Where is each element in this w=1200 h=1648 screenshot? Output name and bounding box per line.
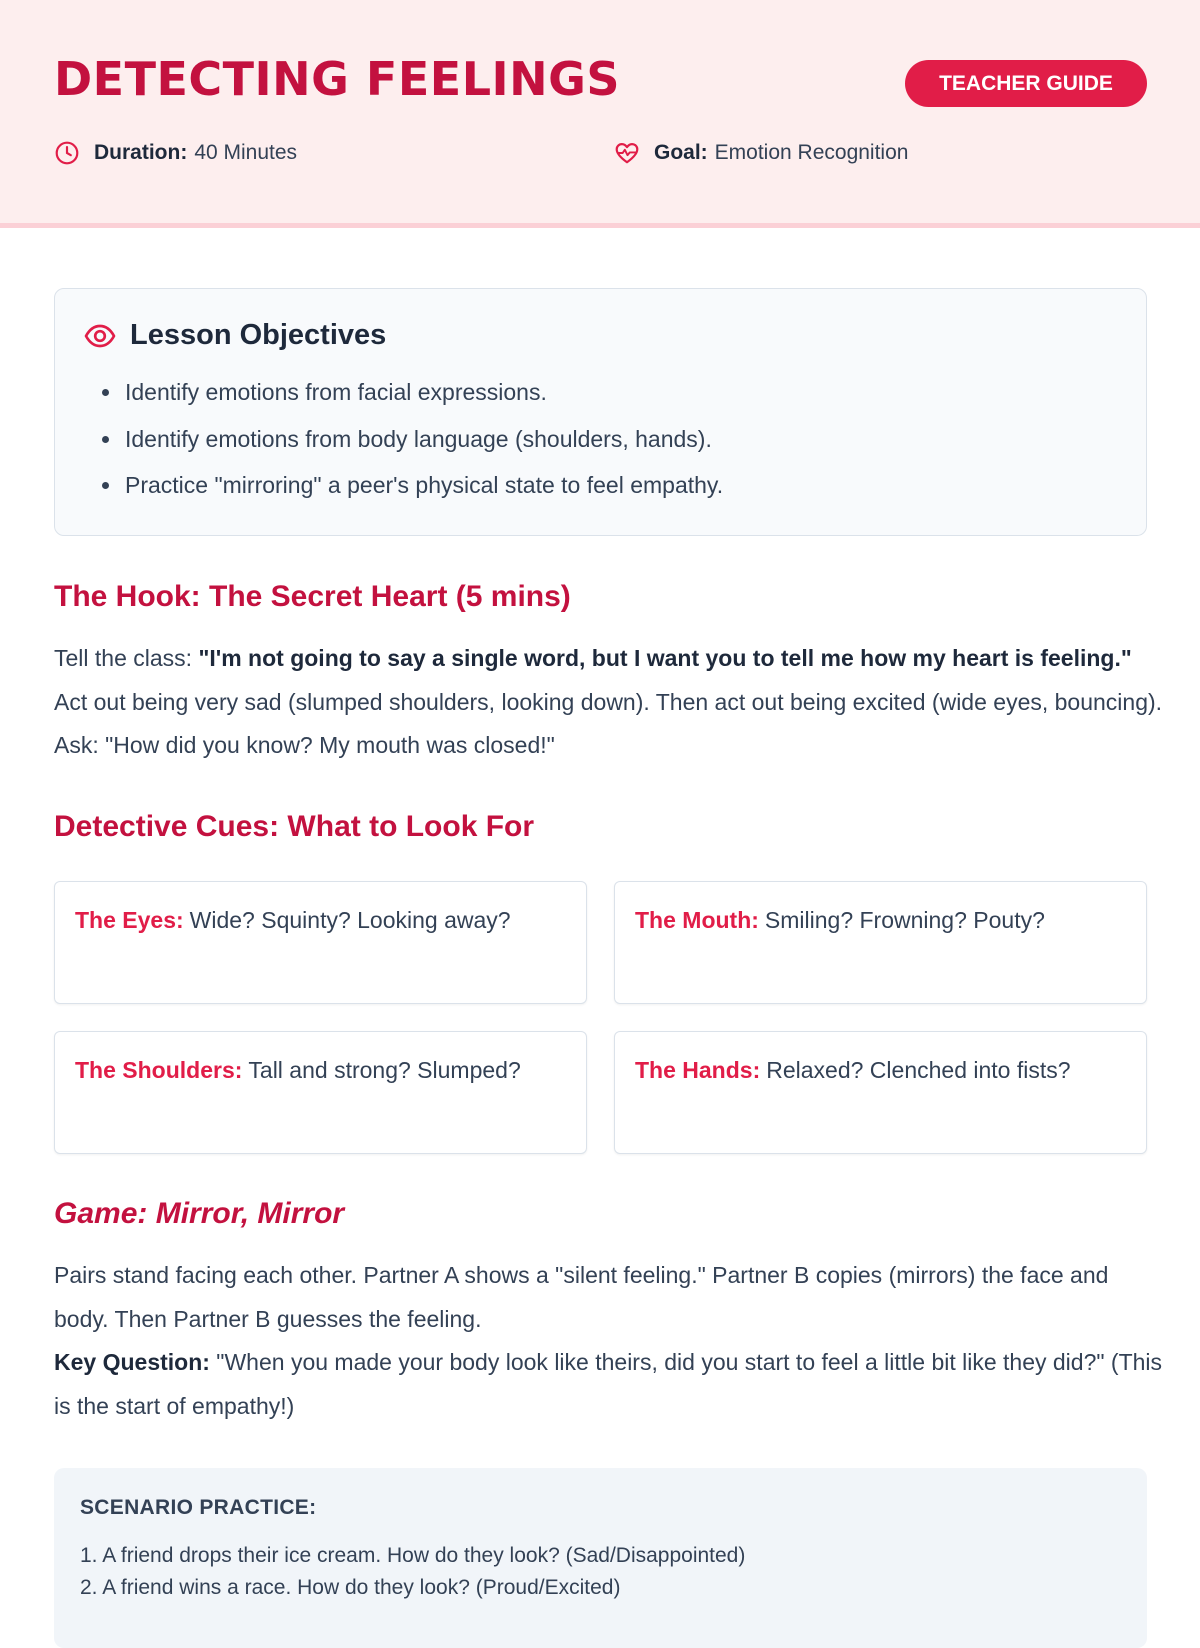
scenario-practice-box (54, 1468, 1147, 1648)
cue-text: Smiling? Frowning? Pouty? (764, 907, 1045, 933)
objective-item: • Identify emotions from body language (shoulders, hands). (123, 416, 723, 463)
objective-item: • Identify emotions from facial expressions. (123, 369, 723, 416)
eye-icon (84, 320, 116, 352)
teacher-guide-badge: TEACHER GUIDE (905, 60, 1147, 107)
lesson-objectives-card (54, 288, 1147, 536)
objectives-heading (84, 319, 386, 352)
duration-meta (54, 140, 297, 166)
objective-item: • Practice "mirroring" a peer's physical state to feel empathy. (123, 462, 723, 509)
scenario-title: SCENARIO PRACTICE: (80, 1496, 317, 1519)
key-question (54, 1341, 1164, 1428)
hook-rest: Act out being very sad (slumped shoulders, looking down). Then act out being excited (wide eyes, bouncing). Ask: "How did you know? My mouth was closed!" (54, 688, 1163, 758)
page-title: DETECTING FEELINGS (54, 52, 621, 106)
key-question-text: "When you made your body look like theirs, did you start to feel a little bit like they did?" (This is the start of empathy!) (54, 1349, 1163, 1419)
cue-label: The Shoulders: (75, 1057, 243, 1083)
clock-icon (54, 140, 80, 166)
hook-intro: Tell the class: (54, 645, 199, 671)
heart-icon (614, 140, 640, 166)
cue-text: Wide? Squinty? Looking away? (189, 907, 511, 933)
cue-card-mouth (614, 881, 1147, 1004)
objectives-title: Lesson Objectives (130, 319, 387, 351)
cue-label: The Eyes: (75, 907, 184, 933)
duration-value: 40 Minutes (194, 141, 298, 164)
cue-label: The Hands: (635, 1057, 761, 1083)
goal-label: Goal: (654, 141, 708, 164)
goal-meta (614, 140, 908, 166)
hook-title: The Hook: The Secret Heart (5 mins) (54, 580, 571, 613)
game-paragraph: Pairs stand facing each other. Partner A shows a "silent feeling." Partner B copies (mirrors) the face and body. Then Partner B guesses the feeling. (54, 1262, 1109, 1332)
hook-quote: "I'm not going to say a single word, but I want you to tell me how my heart is feeling." (198, 645, 1132, 671)
page-header (0, 0, 1200, 228)
key-question-label: Key Question: (54, 1349, 210, 1375)
cue-text: Relaxed? Clenched into fists? (766, 1057, 1071, 1083)
game-title: Game: Mirror, Mirror (54, 1197, 345, 1230)
cue-card-eyes (54, 881, 587, 1004)
cue-card-hands (614, 1031, 1147, 1154)
cue-text: Tall and strong? Slumped? (248, 1057, 521, 1083)
cue-card-shoulders (54, 1031, 587, 1154)
scenario-list (80, 1540, 745, 1604)
scenario-item: 2. A friend wins a race. How do they look? (Proud/Excited) (80, 1576, 621, 1599)
goal-value: Emotion Recognition (714, 141, 909, 164)
hook-paragraph (54, 637, 1164, 768)
cue-label: The Mouth: (635, 907, 759, 933)
scenario-item: 1. A friend drops their ice cream. How do they look? (Sad/Disappointed) (80, 1544, 746, 1567)
objectives-list (123, 369, 723, 509)
duration-label: Duration: (94, 141, 188, 164)
cues-title: Detective Cues: What to Look For (54, 810, 535, 843)
